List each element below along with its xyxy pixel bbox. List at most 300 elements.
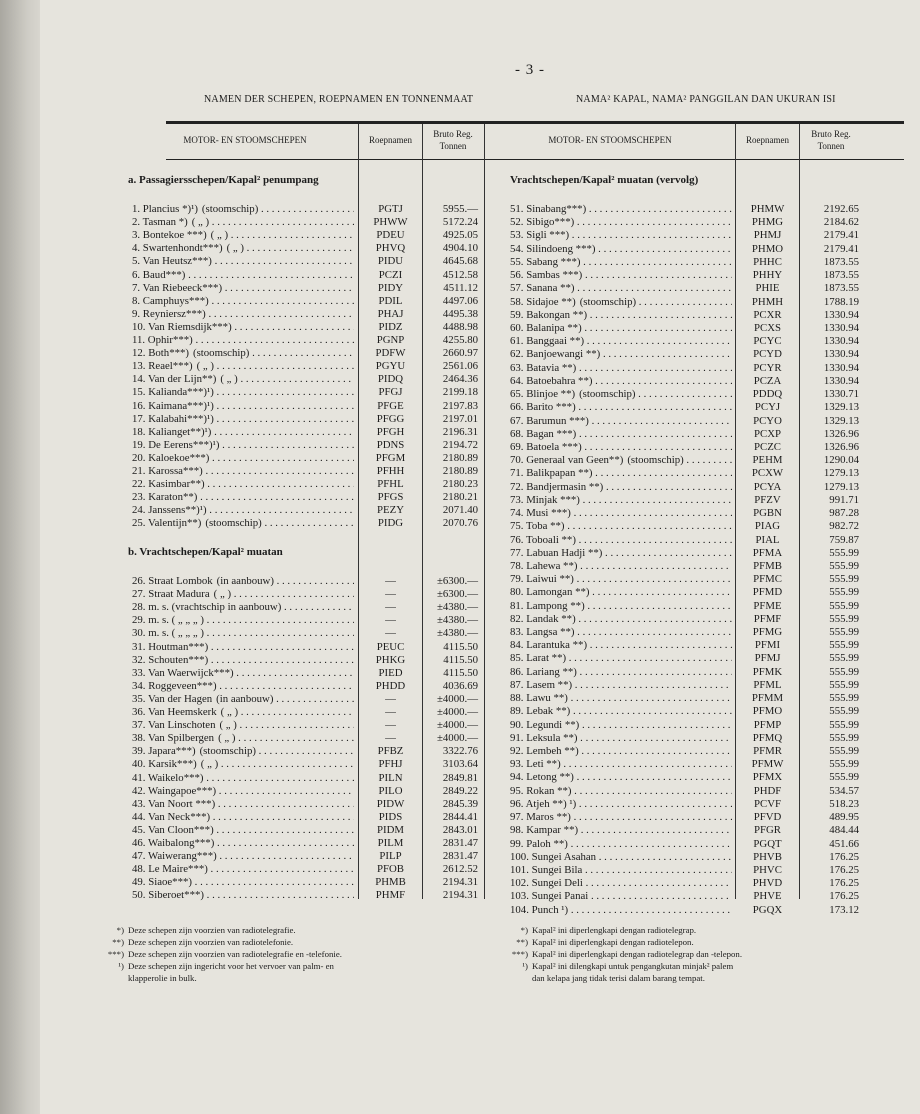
tonnage-cell: 2071.40 bbox=[442, 504, 478, 517]
ship-name: 90. Legundi **) . . . bbox=[510, 719, 732, 731]
ship-name: 95. Rokan **) . . . bbox=[510, 785, 732, 797]
callsign-cell: PFGE bbox=[377, 399, 404, 412]
table-row bbox=[40, 438, 920, 453]
table-row bbox=[40, 547, 920, 559]
ship-name: 30. m. s. ( „ „ „ ) . . . bbox=[132, 627, 354, 639]
table-row bbox=[40, 375, 920, 387]
ship-name: 83. Langsa **) . . . bbox=[510, 626, 732, 638]
ship-name: 69. Batoela ***) . . . bbox=[510, 441, 732, 453]
callsign-cell: PFMA bbox=[752, 546, 783, 559]
table-row bbox=[40, 481, 920, 493]
table-row bbox=[40, 639, 920, 651]
ship-name: 57. Sanana **) . . . bbox=[510, 282, 732, 294]
callsign-cell: PCYR bbox=[753, 361, 782, 374]
ship-name: 5. Van Heutsz***) . . . bbox=[132, 255, 354, 267]
tonnage-cell: 1329.13 bbox=[823, 414, 859, 427]
table-row bbox=[40, 560, 920, 572]
footnote-mark: **) bbox=[112, 937, 124, 947]
ship-name: 73. Minjak ***) . . . bbox=[510, 494, 732, 506]
tonnage-cell: ±6300.— bbox=[436, 588, 478, 601]
ship-name: 51. Sinabang***) . . . bbox=[510, 203, 732, 215]
ship-name: 53. Sigli ***) . . . bbox=[510, 229, 732, 241]
tonnage-cell: 2831.47 bbox=[442, 850, 478, 863]
ship-name: 99. Paloh **) . . . bbox=[510, 838, 732, 850]
callsign-cell: PGYU bbox=[375, 360, 406, 373]
tonnage-cell: 1788.19 bbox=[823, 295, 859, 308]
callsign-cell: PCXW bbox=[751, 467, 784, 480]
table-row bbox=[40, 745, 920, 757]
callsign-cell: PGNP bbox=[376, 334, 405, 346]
callsign-cell: PFMK bbox=[752, 665, 783, 678]
ship-name: 19. De Eerens***)¹) . . . bbox=[132, 439, 354, 451]
ship-name: 20. Kaloekoe***) . . . bbox=[132, 452, 354, 464]
tonnage-cell: 1279.13 bbox=[823, 480, 859, 493]
ship-name: 34. Roggeveen***) . . . bbox=[132, 680, 354, 692]
callsign-cell: PILO bbox=[378, 784, 403, 797]
tonnage-cell: 489.95 bbox=[829, 811, 859, 824]
callsign-cell: PHMJ bbox=[753, 229, 782, 242]
ship-name: 21. Karossa***) . . . bbox=[132, 465, 354, 477]
callsign-cell: PHMF bbox=[375, 889, 406, 902]
footnote-mark: *) bbox=[520, 925, 528, 935]
tonnage-cell: 555.99 bbox=[829, 718, 859, 731]
callsign-cell: PIDG bbox=[377, 517, 404, 530]
callsign-cell: PCZC bbox=[753, 440, 781, 453]
callsign-cell: PIDZ bbox=[378, 320, 403, 333]
ship-name: 12. Both***) (stoomschip) . . . bbox=[132, 347, 354, 359]
callsign-cell: PCZA bbox=[753, 374, 782, 387]
callsign-cell: PDFW bbox=[375, 347, 406, 360]
ship-name: 100. Sungei Asahan . . . bbox=[510, 851, 732, 863]
ship-name: 46. Waibalong***) . . . bbox=[132, 837, 354, 849]
tonnage-cell: 2070.76 bbox=[442, 517, 478, 530]
callsign-cell: PFMO bbox=[752, 705, 783, 718]
callsign-cell: PHVQ bbox=[375, 242, 406, 255]
ship-note: ( „ ) bbox=[220, 706, 239, 718]
tonnage-cell: 2849.81 bbox=[442, 771, 478, 784]
callsign-cell: PILP bbox=[379, 850, 402, 863]
header-callsign-right: Roepnamen bbox=[746, 135, 789, 145]
tonnage-cell: 4497.06 bbox=[442, 294, 478, 307]
callsign-cell: PCYJ bbox=[754, 401, 781, 414]
table-row bbox=[40, 348, 920, 360]
tonnage-cell: 2196.31 bbox=[442, 425, 478, 438]
tonnage-cell: 2194.31 bbox=[442, 876, 478, 889]
ship-note: ( „ ) bbox=[213, 588, 232, 601]
tonnage-cell: 4495.38 bbox=[442, 307, 478, 320]
section-heading-a: a. Passagiersschepen/Kapal² penumpang bbox=[128, 174, 319, 186]
ship-name: 74. Musi ***) . . . bbox=[510, 507, 732, 519]
tonnage-cell: 759.87 bbox=[829, 533, 859, 546]
tonnage-cell: ±4380.— bbox=[436, 627, 478, 640]
tonnage-cell: 2180.89 bbox=[442, 451, 478, 464]
ship-name: 62. Banjoewangi **) . . . bbox=[510, 348, 732, 360]
table-row bbox=[40, 335, 920, 347]
ship-name: 56. Sambas ***) . . . bbox=[510, 269, 732, 281]
ship-name: 1. Plancius *)¹) (stoomschip) . . . bbox=[132, 203, 354, 215]
tonnage-cell: 555.99 bbox=[829, 573, 859, 586]
tonnage-cell: 2197.83 bbox=[442, 399, 478, 412]
tonnage-cell: 2849.22 bbox=[442, 784, 478, 797]
tonnage-cell: 4115.50 bbox=[443, 653, 478, 666]
callsign-cell: PHHC bbox=[753, 255, 782, 268]
callsign-cell: PFMM bbox=[751, 692, 784, 705]
footnote-text: Deze schepen zijn voorzien van radiotelegrafie en -telefonie. bbox=[128, 949, 342, 959]
callsign-cell: PHDD bbox=[375, 679, 406, 692]
tonnage-cell: 4036.69 bbox=[442, 679, 478, 692]
callsign-cell: PFZV bbox=[754, 493, 781, 506]
table-row bbox=[40, 864, 920, 876]
tonnage-cell: ±4380.— bbox=[436, 601, 478, 614]
footnote-text: Kapal² ini diperlengkapi dengan radiotelegrap dan -telepon. bbox=[532, 949, 743, 959]
tonnage-cell: ±4000.— bbox=[436, 706, 478, 718]
tonnage-cell: 555.99 bbox=[829, 559, 859, 572]
callsign-cell: PFGJ bbox=[378, 386, 403, 399]
ship-name: 68. Bagan ***) . . . bbox=[510, 428, 732, 440]
ship-name: 80. Lamongan **) . . . bbox=[510, 586, 732, 598]
table-row bbox=[40, 309, 920, 321]
document-page bbox=[40, 0, 920, 1114]
tonnage-cell: 173.12 bbox=[829, 903, 859, 916]
ship-name: 6. Baud***) . . . bbox=[132, 269, 354, 281]
tonnage-cell: 2464.36 bbox=[442, 373, 478, 386]
ship-name: 37. Van Linschoten ( „ ) . . . bbox=[132, 719, 354, 731]
tonnage-cell: 1279.13 bbox=[823, 467, 859, 480]
callsign-cell: PHMO bbox=[751, 242, 784, 255]
title-indonesian: NAMA² KAPAL, NAMA² PANGGILAN DAN UKURAN ISI bbox=[576, 94, 836, 105]
callsign-cell: PHMB bbox=[375, 876, 406, 889]
ship-name: 16. Kaimana***)¹) . . . bbox=[132, 400, 354, 412]
table-row bbox=[40, 785, 920, 797]
callsign-cell: PHMW bbox=[750, 203, 785, 215]
ship-name: 104. Punch ¹) . . . bbox=[510, 904, 732, 916]
callsign-cell: PHKG bbox=[375, 653, 406, 666]
table-row bbox=[40, 600, 920, 612]
section-heading-b: b. Vrachtschepen/Kapal² muatan bbox=[128, 546, 283, 558]
callsign-cell: PIED bbox=[378, 666, 403, 679]
ship-name: 78. Lahewa **) . . . bbox=[510, 560, 732, 572]
table-row bbox=[40, 732, 920, 744]
header-tonnage-right: Bruto Reg. Tonnen bbox=[811, 129, 851, 151]
table-row bbox=[40, 216, 920, 228]
table-row bbox=[40, 388, 920, 400]
ship-note: ( „ ) bbox=[191, 216, 210, 229]
tonnage-cell: 987.28 bbox=[829, 507, 859, 520]
tonnage-cell: 176.25 bbox=[829, 890, 859, 903]
ship-name: 96. Atjeh **) ¹) . . . bbox=[510, 798, 732, 810]
tonnage-cell: 451.66 bbox=[829, 837, 859, 850]
ship-note: (stoomschip) bbox=[199, 745, 256, 758]
ship-name: 58. Sidajoe **) (stoomschip) . . . bbox=[510, 296, 732, 308]
tonnage-cell: 518.23 bbox=[829, 797, 859, 810]
ship-name: 13. Reael***) ( „ ) . . . bbox=[132, 360, 354, 372]
ship-name: 93. Leti **) . . . bbox=[510, 758, 732, 770]
tonnage-cell: 555.99 bbox=[829, 731, 859, 744]
ship-name: 52. Sibigo***) . . . bbox=[510, 216, 732, 228]
tonnage-cell: 982.72 bbox=[829, 520, 859, 533]
tonnage-cell: 555.99 bbox=[829, 612, 859, 625]
table-row bbox=[40, 890, 920, 902]
callsign-cell: PDIL bbox=[378, 294, 403, 307]
callsign-cell: PFGR bbox=[753, 824, 781, 837]
ship-name: 71. Balikpapan **) . . . bbox=[510, 467, 732, 479]
section-heading-continued: Vrachtschepen/Kapal² muatan (vervolg) bbox=[510, 174, 699, 186]
table-row bbox=[40, 243, 920, 255]
callsign-cell: PFBZ bbox=[377, 745, 404, 758]
ship-name: 49. Siaoe***) . . . bbox=[132, 876, 354, 888]
tonnage-cell: 4645.68 bbox=[442, 255, 478, 268]
callsign-cell: PEUC bbox=[376, 640, 405, 653]
page-binding-shadow bbox=[0, 0, 40, 1114]
table-row bbox=[40, 877, 920, 889]
tonnage-cell: 2180.89 bbox=[442, 465, 478, 477]
ship-name: 60. Balanipa **) . . . bbox=[510, 322, 732, 334]
ship-name: 41. Waikelo***) . . . bbox=[132, 772, 354, 784]
table-row bbox=[40, 666, 920, 678]
ship-name: 48. Le Maire***) . . . bbox=[132, 863, 354, 875]
callsign-cell: PIDU bbox=[377, 255, 404, 268]
ship-name: 38. Van Spilbergen ( „ ) . . . bbox=[132, 732, 354, 744]
ship-name: 75. Toba **) . . . bbox=[510, 520, 732, 532]
ship-name: 24. Janssens**)¹) . . . bbox=[132, 504, 354, 516]
tonnage-cell: 1330.94 bbox=[823, 308, 859, 321]
tonnage-cell: 4255.80 bbox=[442, 334, 478, 346]
callsign-cell: PFGH bbox=[376, 425, 405, 438]
callsign-cell: PIDY bbox=[377, 281, 404, 294]
tonnage-cell: ±6300.— bbox=[436, 575, 478, 587]
ship-note: ( „ ) bbox=[220, 373, 238, 386]
footnote-mark: ***) bbox=[107, 949, 124, 959]
callsign-cell: PDEU bbox=[376, 229, 405, 242]
callsign-cell: — bbox=[385, 627, 396, 640]
ship-name: 87. Lasem **) . . . bbox=[510, 679, 732, 691]
ship-name: 47. Waiwerang***) . . . bbox=[132, 850, 354, 862]
callsign-cell: PHMH bbox=[751, 295, 784, 308]
table-top-rule bbox=[166, 121, 904, 124]
footnote-mark: *) bbox=[116, 925, 124, 935]
ship-note: ( „ ) bbox=[219, 719, 237, 732]
ship-name: 3. Bontekoe ***) ( „ ) . . . bbox=[132, 229, 354, 241]
header-callsign-left: Roepnamen bbox=[369, 135, 412, 145]
callsign-cell: PIDS bbox=[378, 810, 403, 823]
tonnage-cell: 4511.12 bbox=[443, 281, 478, 294]
ship-name: 97. Maros **) . . . bbox=[510, 811, 732, 823]
tonnage-cell: ±4000.— bbox=[436, 719, 478, 732]
tonnage-cell: 2184.62 bbox=[823, 216, 859, 229]
tonnage-cell: 176.25 bbox=[829, 877, 859, 890]
ship-name: 55. Sabang ***) . . . bbox=[510, 256, 732, 268]
tonnage-cell: 1873.55 bbox=[823, 269, 859, 282]
ship-note: ( „ ) bbox=[226, 242, 244, 255]
table-row bbox=[40, 322, 920, 334]
tonnage-cell: 555.99 bbox=[829, 652, 859, 665]
ship-note: ( „ ) bbox=[200, 758, 219, 771]
tonnage-cell: 1290.04 bbox=[823, 454, 859, 467]
ship-name: 101. Sungei Bila . . . bbox=[510, 864, 732, 876]
table-row bbox=[40, 679, 920, 691]
table-row bbox=[40, 256, 920, 268]
table-row bbox=[40, 851, 920, 863]
callsign-cell: PFMF bbox=[753, 612, 782, 625]
ship-name: 61. Banggaai **) . . . bbox=[510, 335, 732, 347]
tonnage-cell: 3103.64 bbox=[442, 758, 478, 771]
ship-name: 33. Van Waerwijck***) . . . bbox=[132, 667, 354, 679]
ship-name: 23. Karaton**) . . . bbox=[132, 491, 354, 503]
callsign-cell: — bbox=[385, 692, 396, 705]
footnote-text: Kapal² ini diperlengkapi dengan radiotelegrap. bbox=[532, 925, 697, 935]
tonnage-cell: 5172.24 bbox=[442, 216, 478, 229]
table-row bbox=[40, 412, 920, 427]
ship-note: ( „ ) bbox=[218, 732, 236, 745]
callsign-cell: PDDQ bbox=[752, 388, 783, 401]
ship-name: 84. Larantuka **) . . . bbox=[510, 639, 732, 651]
tonnage-cell: 2179.41 bbox=[823, 229, 859, 242]
tonnage-cell: ±4000.— bbox=[436, 692, 478, 705]
header-name-left: MOTOR- EN STOOMSCHEPEN bbox=[183, 135, 307, 145]
callsign-cell: PFGM bbox=[375, 451, 406, 464]
tonnage-cell: ±4000.— bbox=[436, 732, 478, 745]
callsign-cell: PEZY bbox=[377, 504, 404, 517]
callsign-cell: PFMI bbox=[754, 639, 781, 652]
tonnage-cell: 1330.94 bbox=[823, 348, 859, 361]
callsign-cell: PFML bbox=[753, 678, 782, 691]
tonnage-cell: 991.71 bbox=[829, 493, 859, 506]
ship-name: 94. Letong **) . . . bbox=[510, 771, 732, 783]
ship-name: 54. Silindoeng ***) . . . bbox=[510, 243, 732, 255]
table-row bbox=[40, 652, 920, 664]
ship-name: 10. Van Riemsdijk***) . . . bbox=[132, 321, 354, 333]
tonnage-cell: 1330.94 bbox=[823, 374, 859, 387]
table-row bbox=[40, 467, 920, 479]
tonnage-cell: 534.57 bbox=[829, 784, 859, 797]
callsign-cell: PFGG bbox=[376, 412, 405, 425]
ship-name: 25. Valentijn**) (stoomschip) . . . bbox=[132, 517, 354, 529]
ship-name: 32. Schouten***) . . . bbox=[132, 654, 354, 666]
table-row bbox=[40, 811, 920, 823]
tonnage-cell: 2192.65 bbox=[823, 203, 859, 215]
ship-name: 66. Barito ***) . . . bbox=[510, 401, 732, 413]
tonnage-cell: 2660.97 bbox=[442, 347, 478, 360]
callsign-cell: PIAG bbox=[754, 520, 781, 533]
ship-note: ( „ ) bbox=[210, 229, 229, 242]
callsign-cell: PIDM bbox=[377, 823, 404, 836]
table-row bbox=[40, 362, 920, 374]
ship-name: 2. Tasman *) ( „ ) . . . bbox=[132, 216, 354, 228]
callsign-cell: PHHY bbox=[752, 269, 783, 282]
tonnage-cell: 2197.01 bbox=[442, 412, 478, 425]
callsign-cell: — bbox=[385, 732, 396, 745]
table-row bbox=[40, 705, 920, 717]
footnote-mark: ¹) bbox=[522, 961, 528, 971]
callsign-cell: PCXR bbox=[753, 308, 782, 321]
tonnage-cell: 2844.41 bbox=[442, 810, 478, 823]
tonnage-cell: 5955.— bbox=[442, 203, 478, 215]
tonnage-cell: 2843.01 bbox=[442, 823, 478, 836]
table-row bbox=[40, 771, 920, 783]
callsign-cell: PFVD bbox=[753, 811, 782, 824]
table-row bbox=[40, 229, 920, 241]
tonnage-cell: 4925.05 bbox=[442, 229, 478, 242]
footnote-text: dan kelapa jang tidak terisi dalam barang tempat. bbox=[532, 973, 705, 983]
tonnage-cell: 1326.96 bbox=[823, 427, 859, 440]
ship-name: 88. Lawu **) . . . bbox=[510, 692, 732, 704]
page-number: - 3 - bbox=[515, 62, 545, 78]
ship-name: 76. Toboali **) . . . bbox=[510, 534, 732, 546]
tonnage-cell: 2845.39 bbox=[442, 797, 478, 810]
table-row bbox=[40, 520, 920, 532]
callsign-cell: PFMW bbox=[751, 758, 784, 771]
tonnage-cell: 176.25 bbox=[829, 850, 859, 863]
ship-name: 18. Kalianget**)¹) . . . bbox=[132, 426, 354, 438]
footnote-text: Kapal² ini dilengkapi untuk pengangkutan minjak² palem bbox=[532, 961, 734, 971]
tonnage-cell: 1330.94 bbox=[823, 361, 859, 374]
tonnage-cell: 1873.55 bbox=[823, 282, 859, 295]
tonnage-cell: 4115.50 bbox=[443, 640, 478, 653]
callsign-cell: PFHL bbox=[377, 478, 404, 491]
tonnage-cell: 2179.41 bbox=[823, 242, 859, 255]
callsign-cell: PEHM bbox=[752, 454, 783, 467]
ship-name: 45. Van Cloon***) . . . bbox=[132, 824, 354, 836]
table-row bbox=[40, 507, 920, 519]
tonnage-cell: 1329.13 bbox=[823, 401, 859, 414]
ship-name: 50. Siberoet***) . . . bbox=[132, 889, 354, 901]
callsign-cell: PCXS bbox=[753, 321, 781, 334]
ship-name: 42. Waingapoe***) . . . bbox=[132, 785, 354, 797]
ship-name: 29. m. s. ( „ „ „ ) . . . bbox=[132, 614, 354, 626]
callsign-cell: — bbox=[385, 601, 396, 614]
callsign-cell: PFME bbox=[753, 599, 782, 612]
callsign-cell: PFMP bbox=[753, 718, 782, 731]
callsign-cell: PFMJ bbox=[754, 652, 781, 665]
ship-name: 85. Larat **) . . . bbox=[510, 652, 732, 664]
footnote-text: Deze schepen zijn voorzien van radiotelegrafie. bbox=[128, 925, 296, 935]
ship-note: ( „ ) bbox=[196, 360, 214, 373]
ship-note: (stoomschip) bbox=[192, 347, 250, 360]
ship-note: (stoomschip) bbox=[627, 454, 684, 467]
ship-name: 26. Straat Lombok (in aanbouw) . . . bbox=[132, 575, 354, 587]
callsign-cell: PCYC bbox=[753, 335, 782, 348]
tonnage-cell: 2831.47 bbox=[442, 837, 478, 849]
footnote-text: Deze schepen zijn voorzien van radiotelefonie. bbox=[128, 937, 294, 947]
tonnage-cell: 555.99 bbox=[829, 692, 859, 705]
ship-name: 79. Laiwui **) . . . bbox=[510, 573, 732, 585]
footnote-text: Deze schepen zijn ingericht voor het vervoer van palm- en bbox=[128, 961, 334, 971]
callsign-cell: PILM bbox=[377, 837, 404, 849]
table-row bbox=[40, 269, 920, 281]
tonnage-cell: 1326.96 bbox=[823, 440, 859, 453]
footnote-text: klapperolie in bulk. bbox=[128, 973, 197, 983]
table-row bbox=[40, 586, 920, 601]
tonnage-cell: 1330.94 bbox=[823, 321, 859, 334]
table-row bbox=[40, 692, 920, 704]
callsign-cell: PHIE bbox=[755, 282, 780, 295]
footnote-mark: ***) bbox=[511, 949, 528, 959]
callsign-cell: PHVB bbox=[753, 850, 782, 863]
tonnage-cell: 1330.71 bbox=[823, 388, 859, 401]
tonnage-cell: ±4380.— bbox=[436, 614, 478, 627]
ship-name: 36. Van Heemskerk ( „ ) . . . bbox=[132, 706, 354, 718]
table-row bbox=[40, 904, 920, 916]
ship-name: 35. Van der Hagen (in aanbouw) . . . bbox=[132, 693, 354, 705]
callsign-cell: — bbox=[385, 575, 396, 587]
callsign-cell: PFHJ bbox=[378, 758, 403, 771]
ship-name: 9. Reyniersz***) . . . bbox=[132, 308, 354, 320]
tonnage-cell: 555.99 bbox=[829, 626, 859, 639]
callsign-cell: PFGS bbox=[377, 491, 404, 504]
tonnage-cell: 1873.55 bbox=[823, 255, 859, 268]
ship-name: 92. Lembeh **) . . . bbox=[510, 745, 732, 757]
table-row bbox=[40, 798, 920, 810]
